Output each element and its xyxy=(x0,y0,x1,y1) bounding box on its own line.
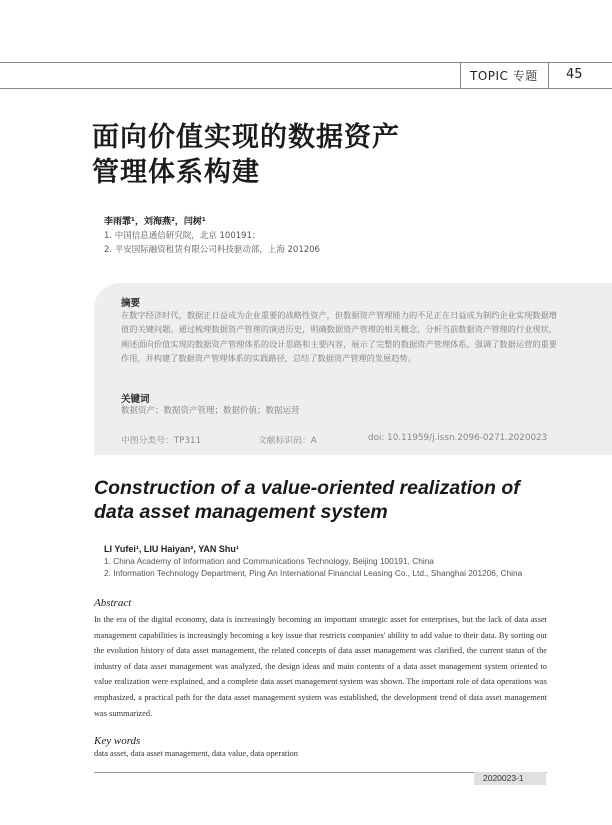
english-abstract-heading: Abstract xyxy=(94,597,132,609)
header-divider-left xyxy=(460,62,461,88)
english-affiliation-1: 1. China Academy of Information and Communications Technology, Beijing 100191, China xyxy=(104,556,434,566)
classification-number: 中图分类号：TP311 xyxy=(121,436,202,446)
chinese-keywords-heading: 关键词 xyxy=(121,394,150,405)
header-rule-top xyxy=(0,62,612,63)
english-abstract-text: In the era of the digital economy, data is increasingly becoming an important strategic asset for enterprises, but the lack of data asset management capabilities is increasingly becoming a key issue that restricts companies' ability to add value to their data. By sorting out the evolution history of data asset management, the related concepts of data asset management was clarified, the current status of the industry of data asset management was analyzed, the design ideas and main contents of a data asset management system oriented to value realization were explained, and a complete data asset management system was shown. The important role of data operations was emphasized, a practical path for the data asset management system was established, the development trend of data asset management was summarized. xyxy=(94,615,547,718)
header-rule-bottom xyxy=(0,88,612,89)
chinese-affiliation-2: 2. 平安国际融资租赁有限公司科技驱动部，上海 201206 xyxy=(104,245,320,255)
doi-link[interactable]: doi: 10.11959/j.issn.2096-0271.2020023 xyxy=(368,433,548,443)
english-keywords-text: data asset, data asset management, data value, data operation xyxy=(94,749,298,758)
document-code: 文献标识码：A xyxy=(258,436,317,446)
english-title xyxy=(94,476,564,524)
english-affiliation-2: 2. Information Technology Department, Ping An International Financial Leasing Co., Ltd., Shanghai 201206, China xyxy=(104,568,523,578)
chinese-title-line-2: 管理体系构建 xyxy=(92,157,260,188)
chinese-affiliation-1: 1. 中国信息通信研究院，北京 100191； xyxy=(104,231,261,241)
chinese-title-line-1: 面向价值实现的数据资产 xyxy=(92,122,400,153)
english-keywords-heading: Key words xyxy=(94,735,141,747)
chinese-keywords-text: 数据资产；数据资产管理；数据价值；数据运营 xyxy=(121,406,300,416)
english-authors: LI Yufei¹, LIU Haiyan², YAN Shu¹ xyxy=(104,544,239,554)
chinese-authors: 李雨霏¹，刘海燕²，闫树¹ xyxy=(104,217,206,227)
header-divider-right xyxy=(548,62,549,88)
chinese-title xyxy=(92,120,552,190)
english-title-line-2: data asset management system xyxy=(94,501,388,523)
chinese-abstract-heading: 摘要 xyxy=(121,298,141,309)
footer-article-code: 2020023-1 xyxy=(483,773,524,783)
chinese-abstract-text: 在数字经济时代，数据正日益成为企业重要的战略性资产，但数据资产管理能力的不足正在日益成为制约企业实现数据增值的关键问题。通过梳理数据资产管理的演进历史，明确数据资产管理的相关概念，分析当前数据资产管理的行业现状，阐述面向价值实现的数据资产管理体系的设计思路和主要内容，展示了完整的数据资产管理体系，强调了数据运营的重要作用，并构建了数据资产管理体系的实践路径，总结了数据资产管理的发展趋势。 xyxy=(121,310,557,364)
english-title-line-1: Construction of a value-oriented realization of xyxy=(94,477,520,499)
header-section-label: TOPIC 专题 xyxy=(470,69,538,83)
page-number: 45 xyxy=(566,67,583,82)
